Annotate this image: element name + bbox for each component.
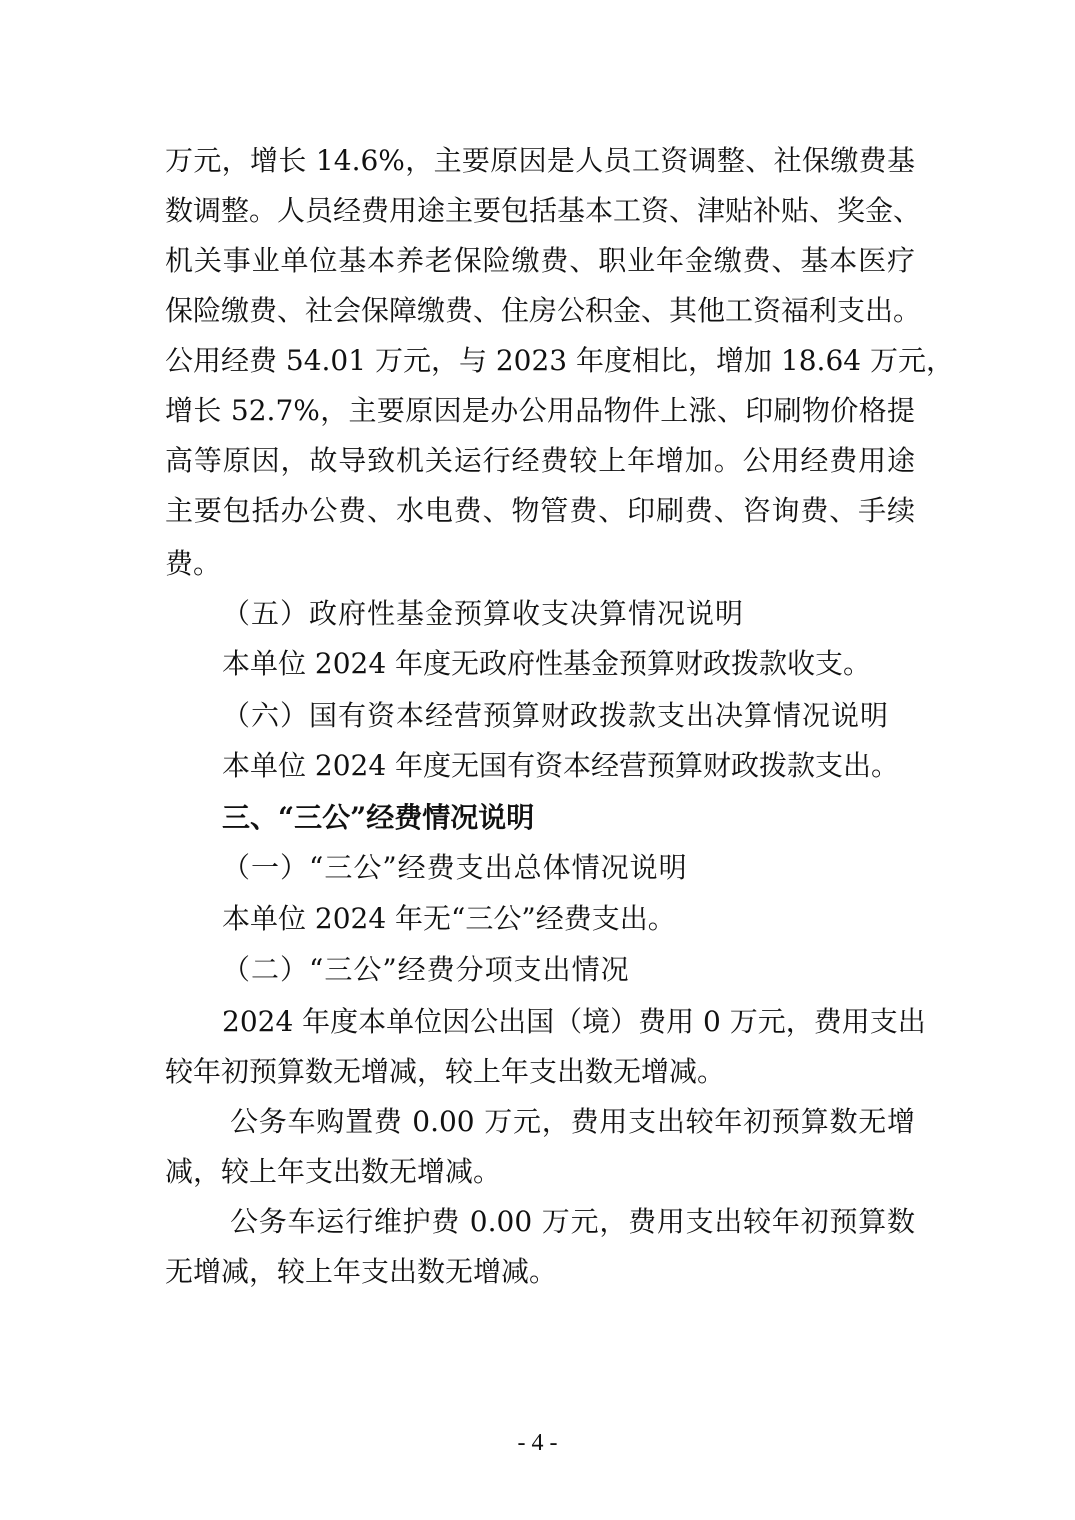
paragraph-line: 减，较上年支出数无增减。 bbox=[165, 1155, 502, 1188]
paragraph-line: 2024 年度本单位因公出国（境）费用 0 万元，费用支出 bbox=[222, 1005, 926, 1038]
section-6-heading: （六）国有资本经营预算财政拨款支出决算情况说明 bbox=[222, 699, 890, 732]
paragraph-line: 万元，增长 14.6%，主要原因是人员工资调整、社保缴费基 bbox=[165, 144, 915, 177]
part-3-heading: 三、“三公”经费情况说明 bbox=[222, 801, 535, 834]
paragraph-line: 高等原因，故导致机关运行经费较上年增加。公用经费用途 bbox=[165, 444, 915, 477]
paragraph-line: 较年初预算数无增减，较上年支出数无增减。 bbox=[165, 1055, 726, 1088]
paragraph-line: 公务车运行维护费 0.00 万元，费用支出较年初预算数 bbox=[230, 1205, 915, 1238]
paragraph-line: 无增减，较上年支出数无增减。 bbox=[165, 1255, 558, 1288]
sub-1-text: 本单位 2024 年无“三公”经费支出。 bbox=[222, 902, 676, 935]
paragraph-line: 数调整。人员经费用途主要包括基本工资、津贴补贴、奖金、 bbox=[165, 194, 922, 227]
paragraph-line: 公务车购置费 0.00 万元，费用支出较年初预算数无增 bbox=[230, 1105, 915, 1138]
paragraph-line: 增长 52.7%，主要原因是办公用品物件上涨、印刷物价格提 bbox=[165, 394, 915, 427]
section-6-text: 本单位 2024 年度无国有资本经营预算财政拨款支出。 bbox=[222, 749, 900, 782]
paragraph-line: 费。 bbox=[165, 547, 222, 580]
paragraph-line: 主要包括办公费、水电费、物管费、印刷费、咨询费、手续 bbox=[165, 494, 915, 527]
paragraph-line: 保险缴费、社会保障缴费、住房公积金、其他工资福利支出。 bbox=[165, 294, 922, 327]
section-5-heading: （五）政府性基金预算收支决算情况说明 bbox=[222, 597, 745, 630]
page-number: - 4 - bbox=[517, 1430, 558, 1456]
sub-2-heading: （二）“三公”经费分项支出情况 bbox=[222, 953, 630, 986]
paragraph-line: 公用经费 54.01 万元，与 2023 年度相比，增加 18.64 万元， bbox=[165, 344, 954, 377]
sub-1-heading: （一）“三公”经费支出总体情况说明 bbox=[222, 851, 688, 884]
paragraph-line: 机关事业单位基本养老保险缴费、职业年金缴费、基本医疗 bbox=[165, 244, 915, 277]
section-5-text: 本单位 2024 年度无政府性基金预算财政拨款收支。 bbox=[222, 647, 872, 680]
